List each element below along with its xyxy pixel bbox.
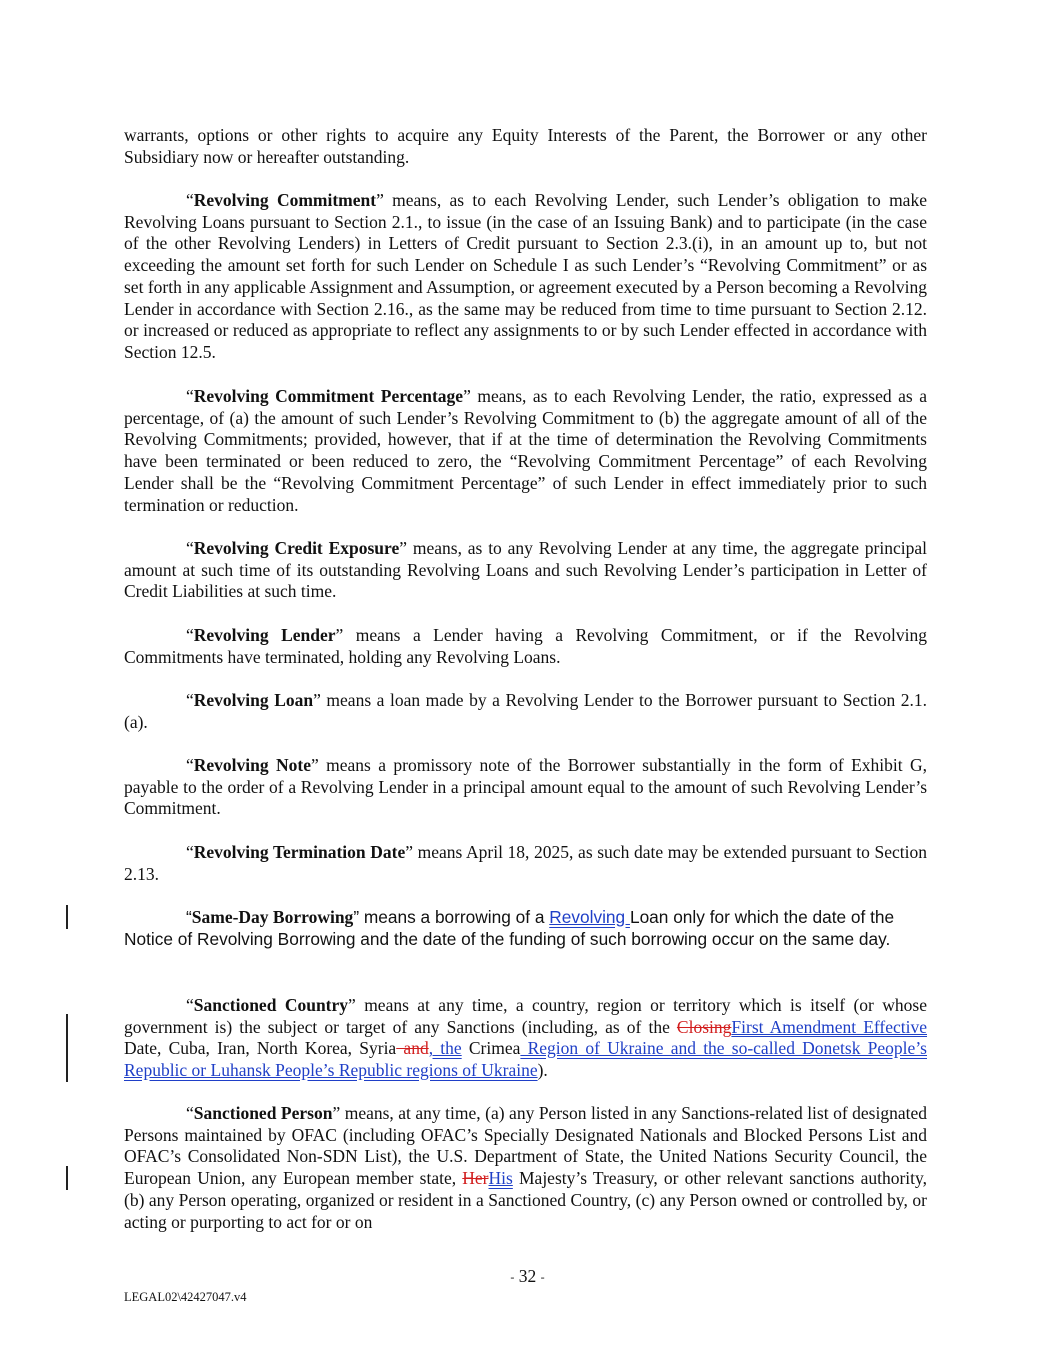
definition-revolving-credit-exposure: “Revolving Credit Exposure” means, as to any Revolving Lender at any time, the aggregate principal amount at such time of its outstanding Revolving Loans and such Revolving Lender’s participation in Letter of Credit Liabilities at such time. — [124, 538, 928, 602]
definition-revolving-termination-date: “Revolving Termination Date” means April 18, 2025, as such date may be extended pursuant to Section 2.13. — [124, 842, 927, 884]
deleted-text: and — [396, 1038, 429, 1059]
defined-term: Revolving Termination Date — [193, 842, 406, 862]
page-number: - 32 - — [510, 1266, 545, 1286]
defined-term: Revolving Note — [193, 755, 312, 775]
definition-revolving-note: “Revolving Note” means a promissory note of the Borrower substantially in the form of Exhibit G, payable to the order of a Revolving Lender in a principal amount equal to the amount of such Revolving Lender’s Commitment. — [124, 755, 927, 819]
definition-sanctioned-person: “Sanctioned Person” means, at any time, (a) any Person listed in any Sanctions-related list of designated Persons maintained by OFAC (including OFAC’s Specially Designated Nationals and Blocked Persons List and OFAC’s Consolidated Non-SDN List), the U.S. Department of State, the United Nations Security Council, the European Union, any European member state, HerHis Majesty’s Treasury, or other relevant sanctions authority, (b) any Person operating, organized or resident in a Sanctioned Country, (c) any Person owned or controlled by, or acting or purporting to act for or on — [124, 1103, 927, 1232]
defined-term: Revolving Lender — [193, 625, 336, 645]
definition-sanctioned-country: “Sanctioned Country” means at any time, a country, region or territory which is itself (or whose government is) the subject or target of any Sanctions (including, as of the ClosingFirst Amendment Effective Date, Cuba, Iran, North Korea, Syria and, the Crimea Region of Ukraine and the so-called Donetsk People’s Republic or Luhansk People’s Republic regions of Ukraine). — [124, 995, 927, 1081]
paragraph-continuation: warrants, options or other rights to acquire any Equity Interests of the Parent, the Borrower or any other Subsidiary now or hereafter outstanding. — [124, 125, 927, 167]
inserted-text: His — [488, 1168, 513, 1189]
definition-same-day-borrowing: “Same-Day Borrowing” means a borrowing of a Revolving Loan only for which the date of the Notice of Revolving Borrowing and the date of the funding of such borrowing occur on the same day. — [124, 907, 895, 950]
defined-term: Revolving Credit Exposure — [193, 538, 400, 558]
defined-term: Revolving Commitment — [193, 190, 377, 210]
defined-term: Same-Day Borrowing — [191, 907, 354, 927]
definition-revolving-commitment-percentage: “Revolving Commitment Percentage” means, as to each Revolving Lender, the ratio, expressed as a percentage, of (a) the amount of such Lender’s Revolving Commitment to (b) the aggregate amount of all of the Revolving Commitments; provided, however, that if at the time of determination the Revolving Commitments have been terminated or been reduced to zero, the “Revolving Commitment Percentage” of each Revolving Lender shall be the “Revolving Commitment Percentage” of such Lender in effect immediately prior to such termination or reduction. — [124, 386, 927, 515]
defined-term: Sanctioned Person — [193, 1103, 333, 1123]
document-id: LEGAL02\42427047.v4 — [124, 1290, 247, 1304]
definition-revolving-loan: “Revolving Loan” means a loan made by a Revolving Lender to the Borrower pursuant to Section 2.1.(a). — [124, 690, 927, 732]
inserted-text: , the — [428, 1038, 462, 1059]
definition-revolving-commitment: “Revolving Commitment” means, as to each Revolving Lender, such Lender’s obligation to make Revolving Loans pursuant to Section 2.1., to issue (in the case of an Issuing Bank) and to participate (in the case of the other Revolving Lenders) in Letters of Credit pursuant to Section 2.3.(i), in an amount up to, but not exceeding the amount set forth for such Lender on Schedule I as such Lender’s “Revolving Commitment” or as set forth in any applicable Assignment and Assumption, or agreement executed by a Person becoming a Revolving Lender in accordance with Section 2.16., as the same may be reduced from time to time pursuant to Section 2.12. or increased or reduced as appropriate to reflect any assignments to or by such Lender effected in accordance with Section 12.5. — [124, 190, 927, 362]
defined-term: Sanctioned Country — [193, 995, 349, 1015]
defined-term: Revolving Commitment Percentage — [193, 386, 464, 406]
inserted-text: Region of Ukraine and the so-called Donetsk People’s Republic or Luhansk People’s Republic regions of Ukraine — [124, 1038, 927, 1081]
definition-revolving-lender: “Revolving Lender” means a Lender having a Revolving Commitment, or if the Revolving Commitments have terminated, holding any Revolving Loans. — [124, 625, 927, 667]
change-bar — [66, 1166, 68, 1190]
inserted-text: First Amendment Effective — [731, 1016, 927, 1037]
inserted-text: Revolving — [549, 907, 630, 927]
change-bar — [66, 1014, 68, 1082]
change-bar — [66, 905, 68, 929]
deleted-text: Her — [462, 1168, 489, 1189]
deleted-text: Closing — [676, 1016, 732, 1037]
defined-term: Revolving Loan — [193, 690, 314, 710]
